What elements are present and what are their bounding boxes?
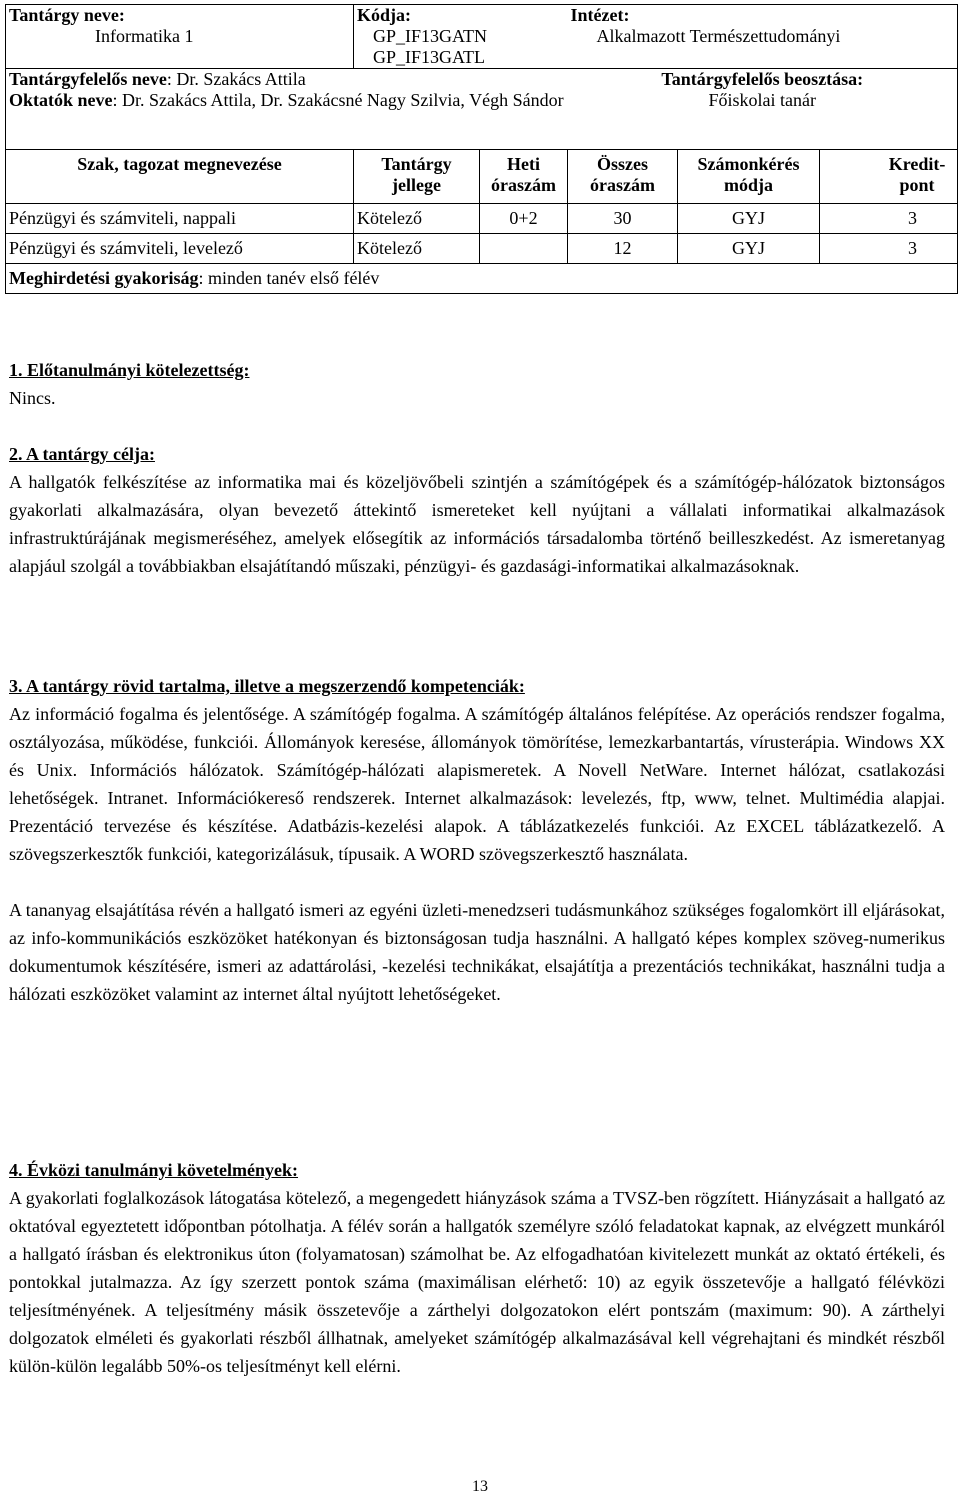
page-number: 13 xyxy=(472,1478,488,1495)
section-3-title: 3. A tantárgy rövid tartalma, illetve a megszerzendő kompetenciák: xyxy=(9,676,525,696)
frequency-cell xyxy=(6,264,958,294)
section-4-body: A gyakorlati foglalkozások látogatása kötelező, a megengedett hiányzások száma a TVSZ-ben rögzített. Hiányzásait a hallgató az oktatóval egyeztetett időpontban pótolhatja. A félév során a hallgatók személyre szóló feladatokat kapnak, az elvégzett munkáról a hallgató írásban és elektronikus úton (folyamatosan) számolhat be. Az elfogadhatóan kivitelezett munkát az oktató értékeli, és pontokkal jutalmazza. Az így szerzett pontok száma (maximálisan elérhető: 10) az egyik összetevője a hallgató félévközi teljesítményének. A teljesítmény másik összetevője a zárthelyi dolgozatokon elért pontszám (maximum: 90). A zárthelyi dolgozatok elméleti és gyakorlati részből állhatnak, amelyeket számítógép alkalmazásával kell végrehajtani és mindkét részből külön-külön legalább 50%-os teljesítményt kell elérni. xyxy=(9,1188,945,1376)
frequency-label: Meghirdetési gyakoriság xyxy=(9,268,199,288)
instructors-label: Oktatók neve xyxy=(9,90,113,110)
table-header-row xyxy=(6,150,958,204)
institute-label: Intézet: xyxy=(570,5,630,25)
cell-total-hours: 12 xyxy=(568,234,678,264)
section-1-body: Nincs. xyxy=(9,388,56,408)
cell-program: Pénzügyi és számviteli, levelező xyxy=(6,234,354,264)
cell-assessment: GYJ xyxy=(678,234,820,264)
responsible-name: : Dr. Szakács Attila xyxy=(166,69,306,89)
position: Főiskolai tanár xyxy=(708,90,817,110)
section-4-title: 4. Évközi tanulmányi követelmények: xyxy=(9,1160,299,1180)
code-2: GP_IF13GATL xyxy=(373,47,486,67)
section-3-body-2: A tananyag elsajátítása révén a hallgató ismeri az egyéni üzleti-menedzseri tudásmunkához szükséges fogalomkört ill eljárásokat, az info-kommunikációs eszközöket hatékonyan és biztonságosan tudja használni. A hallgató képes komplex szöveg-numerikus dokumentumok készítésére, ismeri az adattárolási, -kezelési technikákat, elsajátítja a prezentációs technikákat, használni tudja a hálózati eszközöket valamint az internet által nyújtott lehetőségeket. xyxy=(9,900,945,1004)
course-header-table xyxy=(5,4,958,294)
table-row xyxy=(6,204,958,234)
position-cell xyxy=(568,69,958,150)
col-header-total-hours: Összes óraszám xyxy=(568,150,678,204)
section-requirements xyxy=(9,1156,945,1380)
section-content xyxy=(9,672,945,1008)
section-1-title: 1. Előtanulmányi kötelezettség: xyxy=(9,360,250,380)
code-1: GP_IF13GATN xyxy=(373,26,488,46)
col-header-program: Szak, tagozat megnevezése xyxy=(6,150,354,204)
cell-credit: 3 xyxy=(820,204,958,234)
institute-cell xyxy=(568,5,958,69)
cell-credit: 3 xyxy=(820,234,958,264)
subject-name: Informatika 1 xyxy=(95,26,194,46)
cell-weekly-hours: 0+2 xyxy=(480,204,568,234)
code-cell xyxy=(354,5,568,69)
col-header-assessment: Számonkérés módja xyxy=(678,150,820,204)
section-3-body: Az információ fogalma és jelentősége. A számítógép fogalma. A számítógép általános felépítése. Az operációs rendszer fogalma, osztályozása, működése, funkciói. Állományok keresése, állományok tömörítése, lemezkarbantartás, vírusterápia. Windows XX és Unix. Információs hálózatok. Számítógép-hálózati alapismeretek. A Novell NetWare. Internet hálózat, csatlakozási lehetőségek. Intranet. Információkereső rendszerek. Internet alkalmazások: levelezés, ftp, www, telnet. Multimédia alapjai. Prezentáció tervezése és készítése. Adatbázis-kezelési alapok. A táblázatkezelés funkciói. Az EXCEL táblázatkezelő. A szövegszerkesztők funkciói, kategorizálásuk, típusaik. A WORD szövegszerkesztő használata. xyxy=(9,704,945,864)
code-label: Kódja: xyxy=(357,5,411,25)
col-header-type: Tantárgy jellege xyxy=(354,150,480,204)
institute: Alkalmazott Természettudományi xyxy=(596,26,841,46)
section-2-body: A hallgatók felkészítése az informatika mai és közeljövőbeli szintjén a számítógépek és a számítógép-hálózatok biztonságos gyakorlati alkalmazására, olyan bevezető áttekintő ismereteket kell nyújtani a vállalati informatikai alkalmazások infrastruktúrájának megismeréséhez, amelyek elősegítik az információs társadalomba történő beilleszkedést. Az ismeretanyag alapjául szolgál a továbbiakban elsajátítandó műszaki, pénzügyi- és gazdasági-informatikai alkalmazásoknak. xyxy=(9,472,945,576)
subject-name-cell xyxy=(6,5,354,69)
col-header-credit: Kredit-pont xyxy=(820,150,958,204)
instructors-names: : Dr. Szakács Attila, Dr. Szakácsné Nagy Szilvia, Végh Sándor xyxy=(112,90,564,110)
responsible-label: Tantárgyfelelős neve xyxy=(9,69,167,89)
section-2-title: 2. A tantárgy célja: xyxy=(9,444,155,464)
staff-cell xyxy=(6,69,568,150)
frequency-value: : minden tanév első félév xyxy=(198,268,380,288)
cell-weekly-hours xyxy=(480,234,568,264)
col-header-weekly-hours: Heti óraszám xyxy=(480,150,568,204)
cell-program: Pénzügyi és számviteli, nappali xyxy=(6,204,354,234)
cell-total-hours: 30 xyxy=(568,204,678,234)
cell-type: Kötelező xyxy=(354,234,480,264)
section-goal xyxy=(9,440,945,580)
cell-assessment: GYJ xyxy=(678,204,820,234)
cell-type: Kötelező xyxy=(354,204,480,234)
subject-name-label: Tantárgy neve: xyxy=(9,5,125,25)
table-row xyxy=(6,234,958,264)
section-prerequisites xyxy=(9,356,945,412)
position-label: Tantárgyfelelős beosztása: xyxy=(661,69,864,89)
